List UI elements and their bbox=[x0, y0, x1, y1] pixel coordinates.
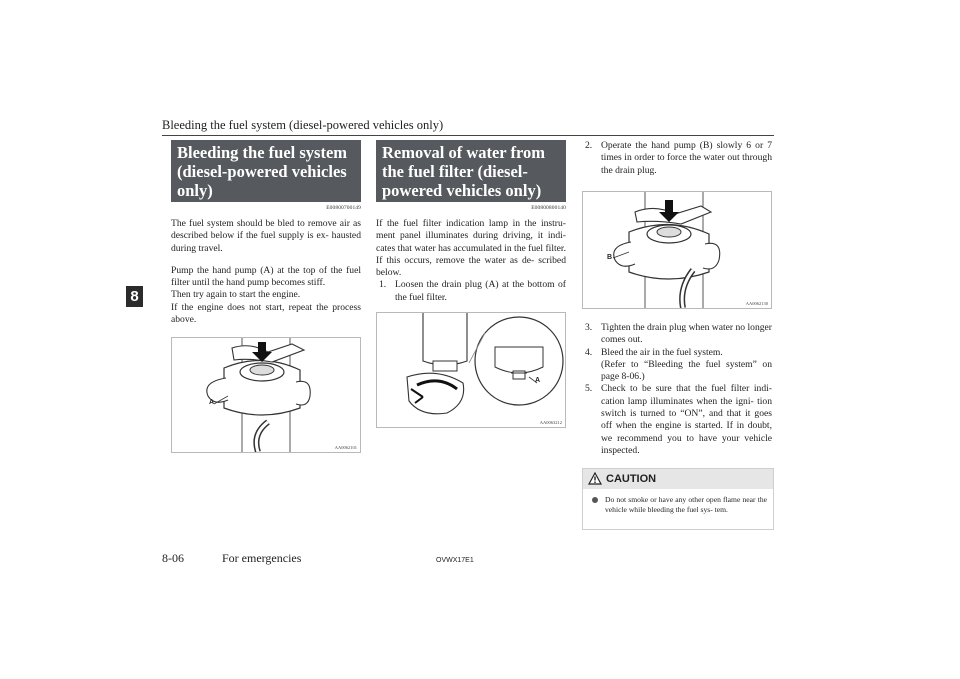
figure-code: AA0062101 bbox=[334, 445, 357, 450]
step-text: Bleed the air in the fuel system. bbox=[601, 346, 723, 358]
step-text: Operate the hand pump (B) slowly 6 or 7 times in order to force the water out through the drain plug. bbox=[601, 140, 772, 176]
figure-label-a: A bbox=[209, 399, 215, 406]
caution-title: CAUTION bbox=[606, 473, 657, 485]
chapter-name: For emergencies bbox=[222, 551, 302, 565]
step-1 bbox=[376, 279, 566, 304]
step-text: Tighten the drain plug when water no longer comes out. bbox=[601, 322, 772, 346]
caution-box bbox=[582, 468, 774, 530]
step-text: Check to be sure that the fuel filter indi- cation lamp illuminates when the igni- tion switch is turned to “ON”, and that it goes off when the engine is started. If in doubt, we recommend you to have your vehicle inspected. bbox=[601, 383, 772, 456]
figure-hand-pump-b bbox=[582, 191, 772, 309]
figure-label-a: A bbox=[535, 377, 541, 384]
running-head: Bleeding the fuel system (diesel-powered vehicles only) bbox=[162, 118, 444, 132]
column-water-removal bbox=[376, 140, 566, 304]
chapter-tab: 8 bbox=[126, 286, 143, 307]
page-number: 8-06 bbox=[162, 551, 184, 565]
step-3 bbox=[582, 322, 772, 347]
column-steps bbox=[582, 140, 772, 177]
bleeding-paragraph-4: If the engine does not start, repeat the process above. bbox=[171, 301, 361, 326]
bleeding-paragraph-2: Pump the hand pump (A) at the top of the fuel filter until the hand pump becomes stiff. bbox=[171, 264, 361, 289]
step-number: 5. bbox=[585, 383, 593, 395]
step-number: 2. bbox=[585, 140, 593, 151]
step-text: Loosen the drain plug (A) at the bottom of the fuel filter. bbox=[395, 279, 566, 303]
step-number: 3. bbox=[585, 322, 593, 333]
figure-label-b: B bbox=[607, 254, 613, 261]
steps-list-2 bbox=[582, 140, 772, 177]
step-2 bbox=[582, 140, 772, 177]
step-number: 1. bbox=[379, 279, 387, 291]
figure-hand-pump-a bbox=[171, 337, 361, 453]
step-5 bbox=[582, 383, 772, 457]
section-code-bleeding: E00800700149 bbox=[326, 205, 361, 211]
step-4 bbox=[582, 347, 772, 384]
caution-header bbox=[583, 469, 773, 489]
header-rule bbox=[162, 135, 774, 136]
bullet-icon bbox=[592, 497, 598, 503]
figure-drain-plug-a bbox=[376, 312, 566, 428]
caution-body bbox=[583, 489, 773, 515]
figure-code: AA0063212 bbox=[539, 420, 562, 425]
section-title-water: Removal of water from the fuel filter (diesel-powered vehicles only) bbox=[376, 140, 566, 202]
water-steps bbox=[376, 279, 566, 304]
warning-triangle-icon bbox=[588, 472, 602, 485]
column-steps-continued bbox=[582, 322, 772, 457]
water-paragraph-1: If the fuel filter indication lamp in the instru- ment panel illuminates during driving, it indi- cates that water has accumulated in the fuel filter. If this occurs, remove the water as de- scribed below. bbox=[376, 218, 566, 279]
column-bleeding bbox=[171, 140, 361, 326]
caution-text: Do not smoke or have any other open flame near the vehicle while bleeding the fuel sys- tem. bbox=[605, 495, 767, 514]
bleeding-paragraph-1: The fuel system should be bled to remove air as described below if the fuel supply is ex- hausted during travel. bbox=[171, 218, 361, 254]
step-number: 4. bbox=[585, 346, 593, 358]
section-code-water: E00800800140 bbox=[531, 205, 566, 211]
step-4-reference: (Refer to “Bleeding the fuel system” on page 8-06.) bbox=[601, 358, 772, 383]
figure-code: AA0062130 bbox=[745, 301, 768, 306]
steps-list-3-5 bbox=[582, 322, 772, 457]
section-title-bleeding: Bleeding the fuel system (diesel-powered vehicles only) bbox=[171, 140, 361, 202]
bleeding-paragraph-3: Then try again to start the engine. bbox=[171, 289, 301, 301]
model-code: OVWX17E1 bbox=[436, 557, 474, 564]
